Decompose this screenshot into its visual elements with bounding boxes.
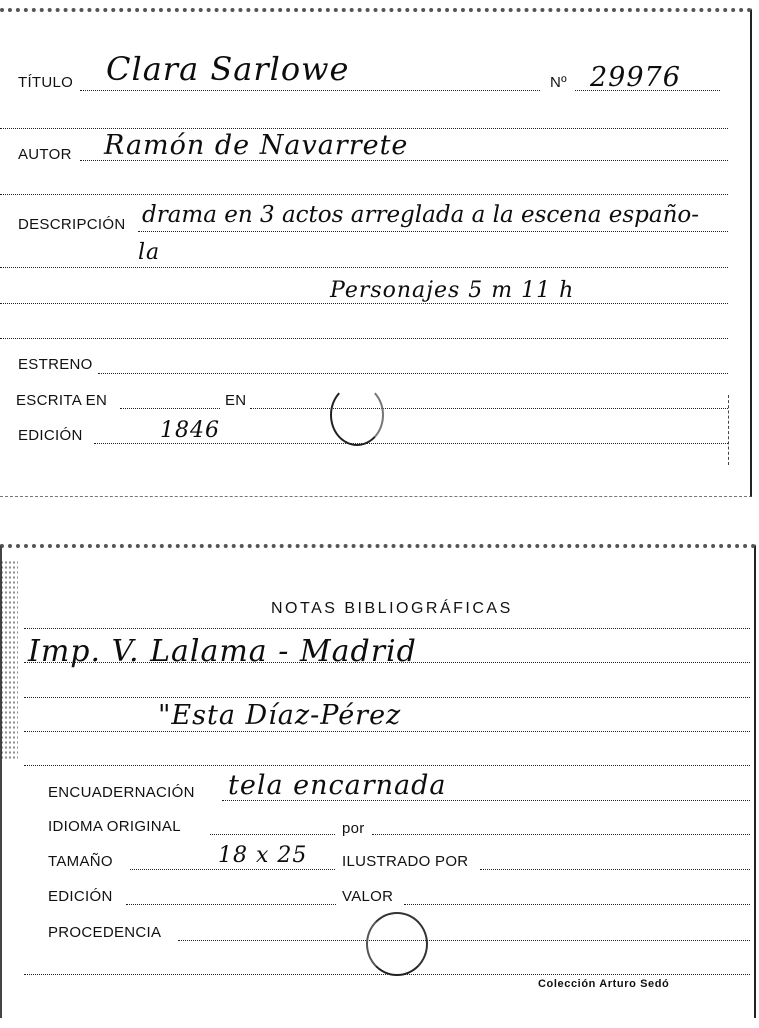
rule-extra-2 (0, 194, 728, 195)
descripcion-line-3: Personajes 5 m 11 h (330, 278, 575, 303)
rule-edicion (94, 443, 728, 444)
coleccion-credit: Colección Arturo Sedó (538, 978, 670, 990)
autor-label: AUTOR (18, 146, 72, 163)
autor-value: Ramón de Navarrete (104, 130, 409, 161)
encuadernacion-value: tela encarnada (228, 770, 447, 801)
titulo-label: TÍTULO (18, 74, 74, 91)
descripcion-label: DESCRIPCIÓN (18, 216, 126, 233)
rule-estreno (98, 373, 728, 374)
rule-desc-4 (0, 338, 728, 339)
edicion-value: 1846 (160, 418, 220, 443)
numero-label: Nº (550, 74, 567, 91)
valor-label: VALOR (342, 888, 394, 905)
notas-heading: NOTAS BIBLIOGRÁFICAS (271, 600, 513, 617)
rule-valor (404, 904, 750, 905)
rule-notes-5 (24, 765, 750, 766)
rule-procedencia (178, 940, 750, 941)
idioma-label: IDIOMA ORIGINAL (48, 818, 181, 835)
note-line-1: Imp. V. Lalama - Madrid (28, 634, 417, 669)
en-label: EN (225, 392, 247, 409)
library-stamp-bottom (366, 912, 428, 976)
rule-notes-3 (24, 697, 750, 698)
por-label: por (342, 820, 365, 837)
rule-notes-4 (24, 731, 750, 732)
tamano-label: TAMAÑO (48, 853, 113, 870)
encuadernacion-label: ENCUADERNACIÓN (48, 784, 195, 801)
rule-escrita (120, 408, 220, 409)
ilustrado-label: ILUSTRADO POR (342, 853, 469, 870)
scan-noise (0, 560, 18, 760)
procedencia-label: PROCEDENCIA (48, 924, 162, 941)
edicion-label: EDICIÓN (18, 427, 83, 444)
rule-descripcion (138, 231, 728, 232)
descripcion-line-1: drama en 3 actos arreglada a la escena españo- (142, 202, 700, 228)
rule-titulo (80, 90, 540, 91)
rule-notes-1 (24, 628, 750, 629)
rule-por (372, 834, 750, 835)
estreno-label: ESTRENO (18, 356, 93, 373)
rule-desc-3 (0, 303, 728, 304)
right-margin-line (728, 395, 729, 465)
rule-desc-2 (0, 267, 728, 268)
note-line-2: "Esta Díaz-Pérez (158, 700, 402, 731)
rule-extra-1 (0, 128, 728, 129)
rule-idioma (210, 834, 335, 835)
library-stamp-top (330, 384, 384, 446)
numero-value: 29976 (590, 62, 681, 93)
descripcion-line-2: la (138, 240, 161, 265)
rule-en (250, 408, 728, 409)
edicion-label-2: EDICIÓN (48, 888, 113, 905)
rule-tamano (130, 869, 335, 870)
titulo-value: Clara Sarlowe (106, 50, 350, 88)
rule-edicion-2 (126, 904, 336, 905)
tamano-value: 18 x 25 (218, 843, 308, 868)
rule-ilustrado (480, 869, 750, 870)
escrita-label: ESCRITA EN (16, 392, 108, 409)
